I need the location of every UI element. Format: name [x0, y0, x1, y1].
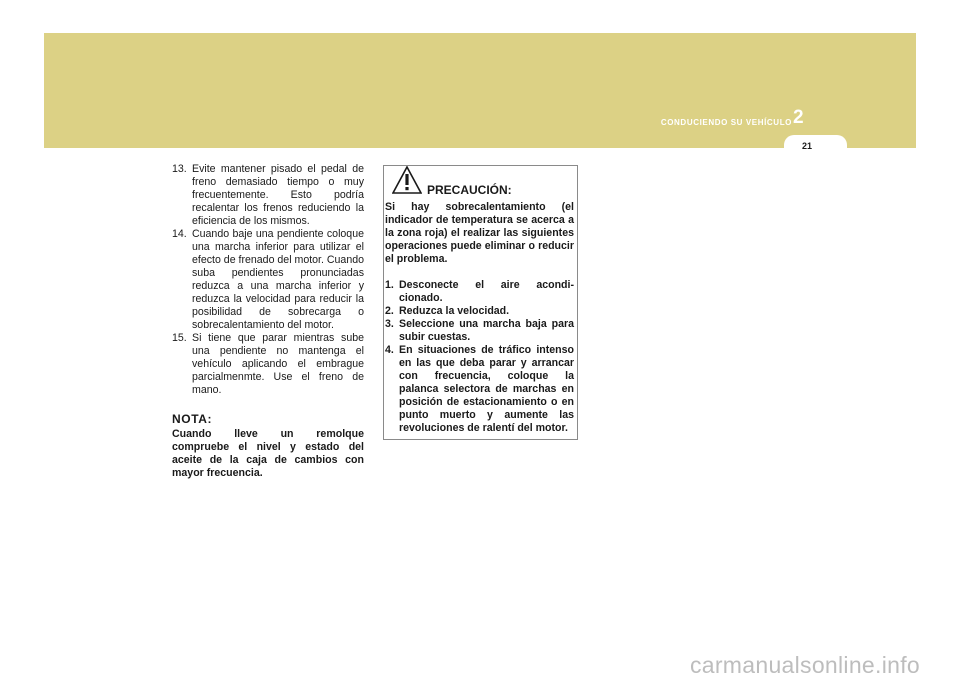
step-number: 1. — [385, 279, 394, 291]
caution-body — [385, 201, 574, 435]
caution-intro: Si hay sobrecalentamiento (el indicador de temperatura se acerca a la zona roja) el realizar las siguientes operaciones puede eliminar o reducir el problema. — [385, 201, 574, 265]
watermark: carmanualsonline.info — [689, 652, 920, 678]
chapter-number: 2 — [793, 107, 804, 128]
list-item — [385, 344, 574, 435]
item-number: 15. — [172, 332, 187, 344]
item-number: 14. — [172, 228, 187, 240]
note-title: NOTA: — [172, 412, 213, 426]
item-text: Si tiene que parar mientras sube una pendiente no mantenga el vehículo aplicando el embrague parcialmenmte. Use el freno de mano. — [192, 332, 364, 396]
step-text: Desconecte el aire acondi-cionado. — [399, 279, 574, 304]
item-text: Evite mantener pisado el pedal de freno demasiado tiempo o muy frecuentemente. Esto podría recalentar los frenos reduciendo la eficiencia de los mismos. — [192, 163, 364, 227]
step-number: 4. — [385, 344, 394, 356]
step-text: Reduzca la velocidad. — [399, 305, 510, 317]
list-item — [172, 163, 364, 228]
list-item — [385, 305, 574, 318]
left-column — [172, 163, 364, 480]
item-number: 13. — [172, 163, 187, 175]
list-item — [385, 279, 574, 305]
note-text: Cuando lleve un remolque compruebe el nivel y estado del aceite de la caja de cambios con mayor frecuencia. — [172, 428, 364, 479]
caution-steps — [385, 279, 574, 435]
header-band — [44, 33, 916, 148]
chapter-label: CONDUCIENDO SU VEHÍCULO — [660, 118, 792, 127]
step-number: 3. — [385, 318, 394, 330]
step-text: En situaciones de tráfico intenso en las que deba parar y arrancar con frecuencia, coloque la palanca selectora de marchas en posición de estacionamiento o en punto muerto y aumente las revoluciones de ralentí del motor. — [399, 344, 574, 434]
list-item — [172, 228, 364, 332]
list-item — [172, 332, 364, 397]
list-item — [385, 318, 574, 344]
step-number: 2. — [385, 305, 394, 317]
step-text: Seleccione una marcha baja para subir cuestas. — [399, 318, 574, 343]
item-text: Cuando baje una pendiente coloque una marcha inferior para utilizar el efecto de frenado del motor. Cuando suba pendientes pronunciadas reduzca a una marcha inferior y reduzca la velocidad para reducir la posibilidad de sobrecarga o sobrecalentamiento del motor. — [192, 228, 364, 331]
caution-title: PRECAUCIÓN: — [427, 183, 512, 197]
warning-triangle-icon — [392, 166, 422, 194]
page-number: 21 — [801, 141, 812, 151]
